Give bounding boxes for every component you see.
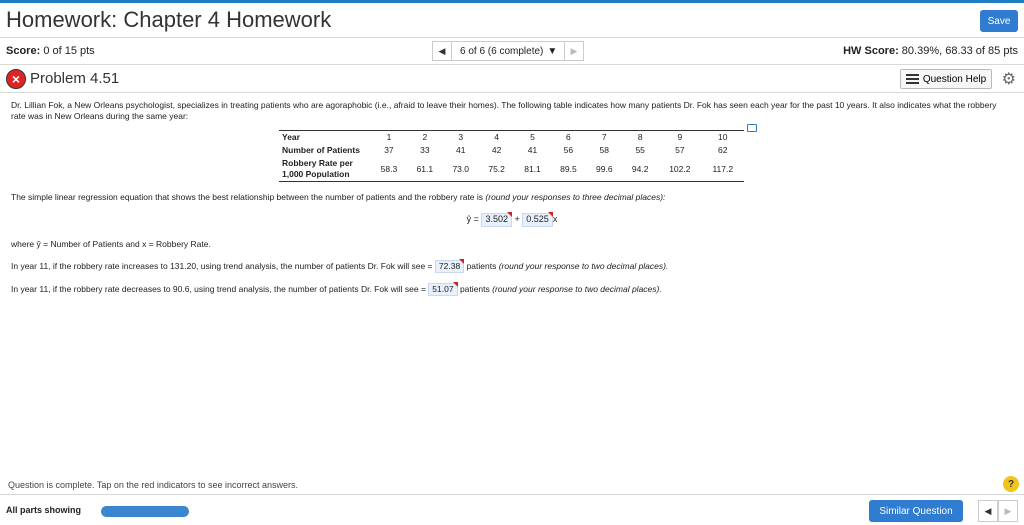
- table-cell: 55: [635, 145, 645, 156]
- table-cell: 58: [599, 145, 610, 156]
- row-label: Year: [279, 131, 371, 145]
- bottom-bar: [0, 494, 1024, 525]
- q1-text: In year 11, if the robbery rate increases to 131.20, using trend analysis, the number of patients Dr. Fok will see =: [11, 261, 433, 272]
- data-table: [279, 130, 744, 182]
- table-cell: 99.6: [586, 157, 622, 182]
- score-bar: [0, 37, 1024, 65]
- status-message: Question is complete. Tap on the red indicators to see incorrect answers.: [8, 480, 298, 490]
- page-title: Homework: Chapter 4 Homework: [6, 7, 332, 32]
- question-select[interactable]: [452, 41, 564, 61]
- q1-note: (round your response to two decimal places).: [498, 261, 669, 272]
- table-cell: 33: [420, 145, 430, 156]
- header: [0, 3, 1024, 37]
- score-label: Score:: [6, 45, 41, 57]
- table-cell: 94.2: [622, 157, 658, 182]
- regression-note: (round your responses to three decimal places):: [485, 192, 666, 203]
- chevron-down-icon: ▼: [547, 45, 558, 57]
- copy-table-icon[interactable]: [747, 124, 757, 132]
- table-row-year: [279, 131, 744, 145]
- table-cell: 3: [443, 131, 479, 145]
- row-label: Robbery Rate per 1,000 Population: [279, 157, 371, 182]
- next-icon[interactable]: ▶: [998, 500, 1018, 522]
- question-help-button[interactable]: [900, 69, 992, 89]
- where-text: where ŷ = Number of Patients and x = Robbery Rate.: [11, 239, 211, 250]
- table-cell: 5: [515, 131, 551, 145]
- prev-icon[interactable]: ◀: [978, 500, 998, 522]
- slope-answer[interactable]: 0.525: [522, 213, 553, 227]
- table-cell: 8: [622, 131, 658, 145]
- table-cell: 58.3: [371, 157, 407, 182]
- regression-equation: [11, 213, 1013, 227]
- table-cell: 10: [702, 131, 744, 145]
- question-nav: [432, 41, 584, 61]
- question-2: [11, 283, 1013, 296]
- table-cell: 81.1: [515, 157, 551, 182]
- regression-text: The simple linear regression equation that shows the best relationship between the number of patients and the robbery rate is: [11, 192, 484, 203]
- table-cell: 117.2: [702, 157, 744, 182]
- hw-score-label: HW Score:: [843, 45, 899, 57]
- table-cell: 1: [371, 131, 407, 145]
- help-icon[interactable]: ?: [1003, 476, 1019, 492]
- table-row-robbery: [279, 157, 744, 182]
- table-cell: 7: [586, 131, 622, 145]
- q2-text: In year 11, if the robbery rate decreases to 90.6, using trend analysis, the number of patients Dr. Fok will see =: [11, 284, 426, 295]
- table-cell: 57: [675, 145, 685, 156]
- eq-x: x: [552, 214, 558, 225]
- problem-bar: [0, 65, 1024, 93]
- incorrect-x-icon: ×: [6, 69, 26, 89]
- bottom-nav: [978, 500, 1018, 522]
- question-help-label: Question Help: [922, 73, 987, 85]
- q1-answer[interactable]: 72.38: [435, 260, 464, 273]
- save-button[interactable]: Save: [980, 10, 1018, 32]
- question-1: [11, 260, 1013, 273]
- eq-yhat: ŷ =: [466, 214, 479, 225]
- eq-plus: +: [514, 214, 520, 225]
- intercept-answer[interactable]: 3.502: [481, 213, 512, 227]
- score: [6, 45, 95, 57]
- row-label: Number of Patients: [282, 145, 360, 156]
- similar-question-button[interactable]: Similar Question: [869, 500, 963, 522]
- table-cell: 6: [550, 131, 586, 145]
- score-value: 0 of 15 pts: [43, 45, 95, 57]
- q2-answer[interactable]: 51.07: [428, 283, 457, 296]
- parts-progress-bar: [101, 506, 189, 517]
- table-cell: 41: [527, 145, 538, 156]
- table-cell: 2: [407, 131, 443, 145]
- table-cell: 102.2: [658, 157, 701, 182]
- regression-prompt: [11, 192, 1013, 203]
- q2-note: (round your response to two decimal places).: [492, 284, 662, 295]
- question-select-label: 6 of 6 (6 complete): [460, 45, 544, 57]
- data-table-container: [279, 130, 757, 182]
- table-cell: 4: [479, 131, 515, 145]
- list-icon: [906, 74, 919, 84]
- hw-score-value: 80.39%, 68.33 of 85 pts: [901, 45, 1018, 57]
- table-cell: 41: [455, 145, 466, 156]
- table-cell: 56: [563, 145, 574, 156]
- table-cell: 89.5: [550, 157, 586, 182]
- table-cell: 73.0: [443, 157, 479, 182]
- question-content: [11, 100, 1013, 296]
- prev-question-icon[interactable]: ◀: [432, 41, 452, 61]
- table-cell: 9: [658, 131, 701, 145]
- next-question-icon[interactable]: ▶: [564, 41, 584, 61]
- table-cell: 61.1: [407, 157, 443, 182]
- parts-label: All parts showing: [6, 505, 82, 515]
- gear-icon[interactable]: ⚙: [1001, 71, 1016, 88]
- table-row-patients: [279, 144, 744, 157]
- table-cell: 42: [491, 145, 502, 156]
- q2-unit: patients: [459, 284, 490, 295]
- hw-score: [843, 45, 1018, 57]
- problem-title: Problem 4.51: [30, 70, 120, 87]
- q1-unit: patients: [466, 261, 497, 272]
- table-cell: 37: [384, 145, 394, 156]
- table-cell: 75.2: [479, 157, 515, 182]
- intro-text: Dr. Lillian Fok, a New Orleans psychologist, specializes in treating patients who are agoraphobic (i.e., afraid to leave their homes). The following table indicates how many patients Dr. Fok has seen each year for the past 10 years. It also indicates what the robbery rate was in New Orleans during the same year:: [11, 100, 997, 122]
- table-cell: 62: [718, 145, 728, 156]
